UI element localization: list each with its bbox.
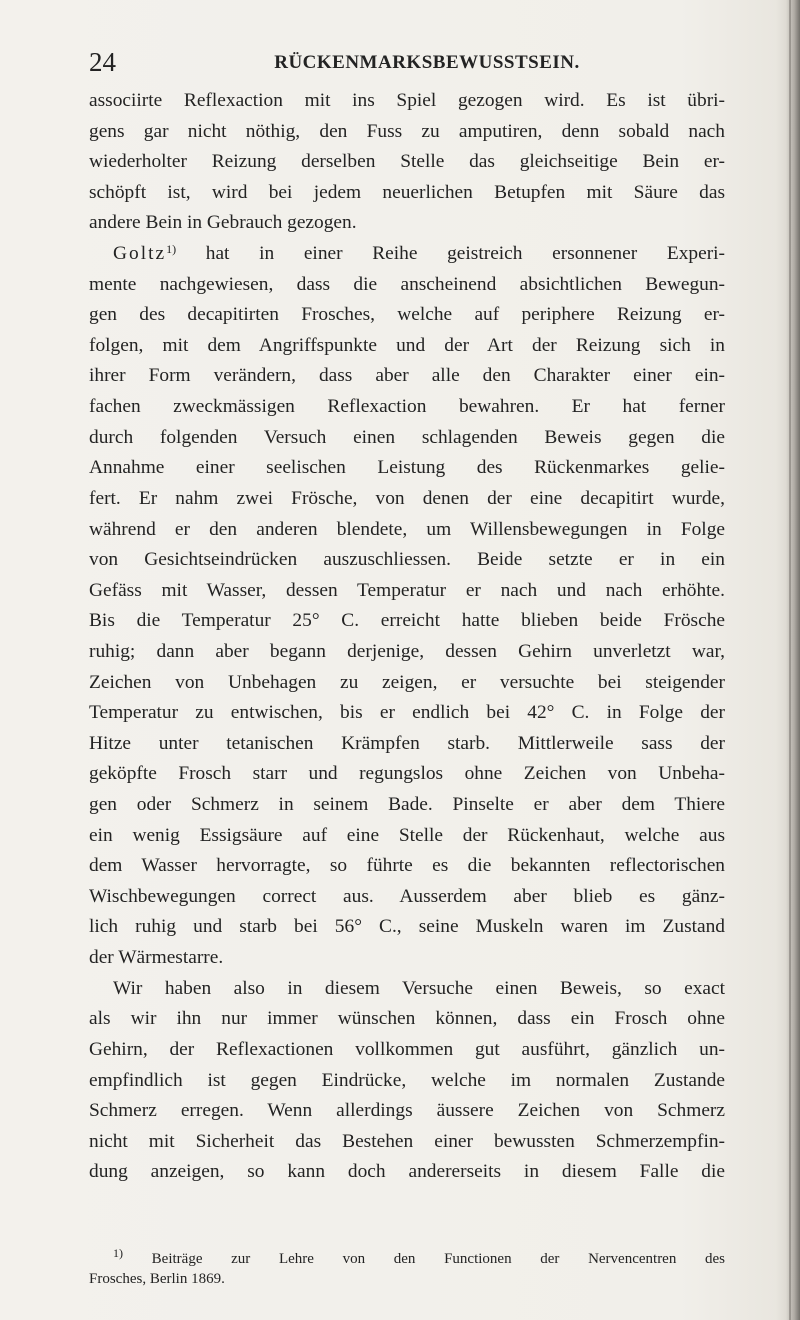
text-line: empfindlich ist gegen Eindrücke, welche im normalen Zustande [89,1069,725,1091]
text-line: Wir haben also in diesem Versuche einen Beweis, so exact [113,977,725,999]
text-line-goltz [89,239,725,270]
text-line: gen des decapitirten Frosches, welche auf periphere Reizung er- [89,304,725,326]
page-header [89,44,725,80]
text-line: andere Bein in Gebrauch gezogen. [89,212,357,234]
text-line: Zeichen von Unbehagen zu zeigen, er versuchte bei steigender [89,671,725,693]
text-line: Gehirn, der Reflexactionen vollkommen gut ausführt, gänzlich un- [89,1038,725,1060]
running-head: RÜCKENMARKSBEWUSSTSEIN. [274,52,580,73]
text-line: gen oder Schmerz in seinem Bade. Pinselte er aber dem Thiere [89,794,725,816]
text-line: dung anzeigen, so kann doch andererseits in diesem Falle die [89,1161,725,1183]
text-line: Bis die Temperatur 25° C. erreicht hatte blieben beide Frösche [89,610,725,632]
text-line: schöpft ist, wird bei jedem neuerlichen Betupfen mit Säure das [89,181,725,203]
text-line: von Gesichtseindrücken auszuschliessen. Beide setzte er in ein [89,549,725,571]
footnote-ref: 1) [166,242,177,257]
text-line: geköpfte Frosch starr und regungslos ohne Zeichen von Unbeha- [89,763,725,785]
text-line: ein wenig Essigsäure auf eine Stelle der Rückenhaut, welche aus [89,824,725,846]
body-text [89,86,725,1188]
text-line: als wir ihn nur immer wünschen können, dass ein Frosch ohne [89,1008,725,1030]
text-line-rest: hat in einer Reihe geistreich ersonnener Experi- [205,243,725,265]
text-line: der Wärmestarre. [89,947,224,969]
text-line: ruhig; dann aber begann derjenige, dessen Gehirn unverletzt war, [89,640,725,662]
footnote [89,1246,726,1289]
text-line: fert. Er nahm zwei Frösche, von denen der eine decapitirt wurde, [89,487,725,509]
author-name: Goltz [113,243,167,265]
text-line: lich ruhig und starb bei 56° C., seine Muskeln waren im Zustand [89,916,725,938]
page-edge-shadow [786,0,800,1320]
text-line: fachen zweckmässigen Reflexaction bewahren. Er hat ferner [89,396,725,418]
text-line: Hitze unter tetanischen Krämpfen starb. Mittlerweile sass der [89,732,725,754]
text-line: ihrer Form verändern, dass aber alle den Charakter einer ein- [89,365,725,387]
text-line: Wischbewegungen correct aus. Ausserdem aber blieb es gänz- [89,885,725,907]
text-line: wiederholter Reizung derselben Stelle das gleichseitige Bein er- [89,151,725,173]
text-line: nicht mit Sicherheit das Bestehen einer bewussten Schmerzempfin- [89,1130,725,1152]
text-line: folgen, mit dem Angriffspunkte und der Art der Reizung sich in [89,334,725,356]
text-line: während er den anderen blendete, um Willensbewegungen in Folge [89,518,725,540]
text-line: Gefäss mit Wasser, dessen Temperatur er nach und nach erhöhte. [89,579,725,601]
text-line: Schmerz erregen. Wenn allerdings äussere Zeichen von Schmerz [89,1100,725,1122]
text-line: Annahme einer seelischen Leistung des Rückenmarkes gelie- [89,457,725,479]
text-line: gens gar nicht nöthig, den Fuss zu amputiren, denn sobald nach [89,120,725,142]
page-number: 24 [89,47,116,77]
footnote-line [89,1246,726,1269]
footnote-text: Beiträge zur Lehre von den Functionen der Nervencentren des [151,1251,726,1267]
text-line: dem Wasser hervorragte, so führte es die bekannten reflectorischen [89,855,725,877]
footnote-marker: 1) [113,1246,123,1260]
text-line: Temperatur zu entwischen, bis er endlich bei 42° C. in Folge der [89,702,725,724]
text-line: mente nachgewiesen, dass die anscheinend absichtlichen Bewegun- [89,273,725,295]
text-line: associirte Reflexaction mit ins Spiel gezogen wird. Es ist übri- [89,90,725,111]
footnote-line: Frosches, Berlin 1869. [89,1271,225,1287]
text-line: durch folgenden Versuch einen schlagenden Beweis gegen die [89,426,725,448]
